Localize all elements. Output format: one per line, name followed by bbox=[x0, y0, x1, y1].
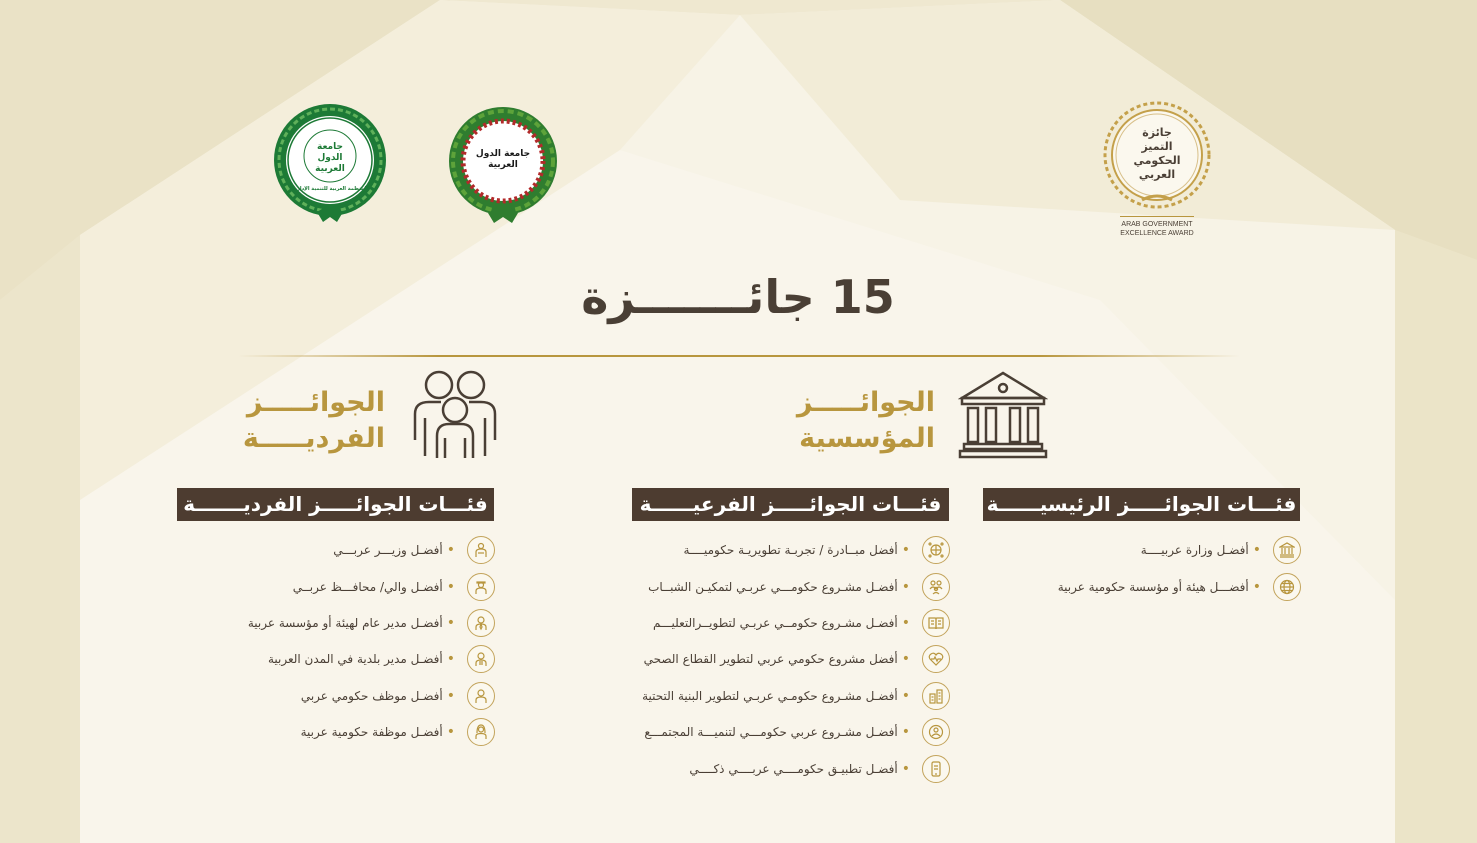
list-item: • أفضـل مدير عام لهيئة أو مؤسسة عربية bbox=[165, 605, 495, 641]
globe-icon bbox=[1273, 573, 1301, 601]
list-item: • أفضـل مشـروع عربي حكومـــي لتنميـــة المجتمـــع bbox=[620, 714, 950, 750]
award-logo-arabic-text: جائزة التميز الحكومي العربي bbox=[1133, 126, 1181, 181]
individual-category-label: أفضـل وزيـــر عربـــي bbox=[333, 543, 443, 558]
list-item: • أفضـل وزيـــر عربـــي bbox=[165, 532, 495, 568]
community-icon bbox=[922, 718, 950, 746]
youth-group-icon bbox=[922, 573, 950, 601]
infrastructure-icon bbox=[922, 682, 950, 710]
individual-category-label: أفضـل موظفة حكومية عربية bbox=[300, 725, 443, 740]
list-item: • أفضـــل هيئة أو مؤسسة حكومية عربية bbox=[981, 568, 1301, 604]
director-general-icon bbox=[467, 609, 495, 637]
institution-building-icon bbox=[958, 370, 1048, 460]
title-divider bbox=[238, 355, 1240, 357]
arab-league-logo-text: جامعة الدول العربية bbox=[475, 149, 531, 170]
arab-league-logo bbox=[446, 103, 560, 227]
sub-category-label: أفضـل مشـروع حكومـي عربـي لتطوير البنية التحتية bbox=[642, 688, 898, 703]
list-item: • أفضـل موظف حكومي عربي bbox=[165, 678, 495, 714]
list-item: • أفضـل مشـروع حكومـــي عربـي لتمكيـن الشبــاب bbox=[620, 568, 950, 604]
heart-health-icon bbox=[922, 645, 950, 673]
male-employee-icon bbox=[467, 682, 495, 710]
book-icon bbox=[922, 609, 950, 637]
individual-category-label: أفضـل والي/ محافـــظ عربــي bbox=[292, 579, 443, 594]
award-logo-english-text: ARAB GOVERNMENT EXCELLENCE AWARD bbox=[1120, 221, 1194, 237]
globe-network-icon bbox=[922, 536, 950, 564]
main-categories-list bbox=[981, 532, 1301, 605]
award-logo-divider bbox=[1120, 216, 1194, 217]
government-building-icon bbox=[1273, 536, 1301, 564]
female-employee-icon bbox=[467, 718, 495, 746]
organization-logo-subtitle: المنظمة العربية للتنمية الإدارية bbox=[292, 186, 368, 192]
sub-categories-list bbox=[620, 532, 950, 787]
organization-logo-text: جامعة الدول العربية bbox=[315, 142, 345, 174]
governor-icon bbox=[467, 573, 495, 601]
sub-categories-header: فئـــات الجوائـــــز الفرعيــــــة bbox=[632, 488, 949, 521]
individual-categories-list bbox=[165, 532, 495, 750]
individual-categories-header: فئـــات الجوائـــــز الفرديـــــــة bbox=[177, 488, 494, 521]
sub-category-label: أفضـل مشـروع حكومـــي عربـي لتمكيـن الشبــاب bbox=[648, 579, 898, 594]
list-item: • أفضـل مشـروع حكومـي عربـي لتطوير البنية التحتية bbox=[620, 678, 950, 714]
award-logo bbox=[1096, 100, 1218, 245]
sub-category-label: أفضـل مشـروع عربي حكومـــي لتنميـــة المجتمـــع bbox=[644, 725, 898, 740]
individual-category-label: أفضـل مدير بلدية في المدن العربية bbox=[267, 652, 443, 667]
list-item: • أفضـل مشـروع حكومــي عربـي لتطويــرالتعليـــم bbox=[620, 605, 950, 641]
main-categories-header: فئـــات الجوائـــــز الرئيسيــــــة bbox=[983, 488, 1300, 521]
minister-icon bbox=[467, 536, 495, 564]
individual-category-label: أفضـل مدير عام لهيئة أو مؤسسة عربية bbox=[247, 615, 443, 630]
individual-awards-heading: الجوائـــــز الفرديـــــة bbox=[242, 387, 385, 454]
list-item: • أفضـل موظفة حكومية عربية bbox=[165, 714, 495, 750]
list-item: • أفضـل وزارة عربيــــة bbox=[981, 532, 1301, 568]
sub-category-label: أفضل مبــادرة / تجربـة تطويريـة حكوميــــة bbox=[683, 543, 898, 558]
list-item: • أفضل مبــادرة / تجربـة تطويريـة حكوميــــة bbox=[620, 532, 950, 568]
list-item: • أفضل مشروع حكومي عربي لتطوير القطاع الصحي bbox=[620, 641, 950, 677]
institutional-awards-heading: الجوائـــــز المؤسسية bbox=[796, 387, 935, 454]
main-category-label: أفضـل وزارة عربيــــة bbox=[1140, 543, 1249, 558]
main-category-label: أفضـــل هيئة أو مؤسسة حكومية عربية bbox=[1057, 579, 1249, 594]
list-item: • أفضـل مدير بلدية في المدن العربية bbox=[165, 641, 495, 677]
sub-category-label: أفضـل تطبيـق حكومــــي عربــــي ذكــــي bbox=[689, 761, 898, 776]
mayor-icon bbox=[467, 645, 495, 673]
sub-category-label: أفضـل مشـروع حكومــي عربـي لتطويــرالتعليـــم bbox=[652, 615, 898, 630]
list-item: • أفضـل تطبيـق حكومــــي عربــــي ذكــــي bbox=[620, 750, 950, 786]
smart-app-icon bbox=[922, 755, 950, 783]
people-group-icon bbox=[411, 368, 499, 460]
individual-category-label: أفضـل موظف حكومي عربي bbox=[300, 688, 443, 703]
page-title: 15 جائـــــــزة bbox=[581, 270, 895, 324]
sub-category-label: أفضل مشروع حكومي عربي لتطوير القطاع الصحي bbox=[643, 652, 898, 667]
list-item: • أفضـل والي/ محافـــظ عربــي bbox=[165, 568, 495, 604]
arab-organization-logo bbox=[269, 100, 391, 224]
